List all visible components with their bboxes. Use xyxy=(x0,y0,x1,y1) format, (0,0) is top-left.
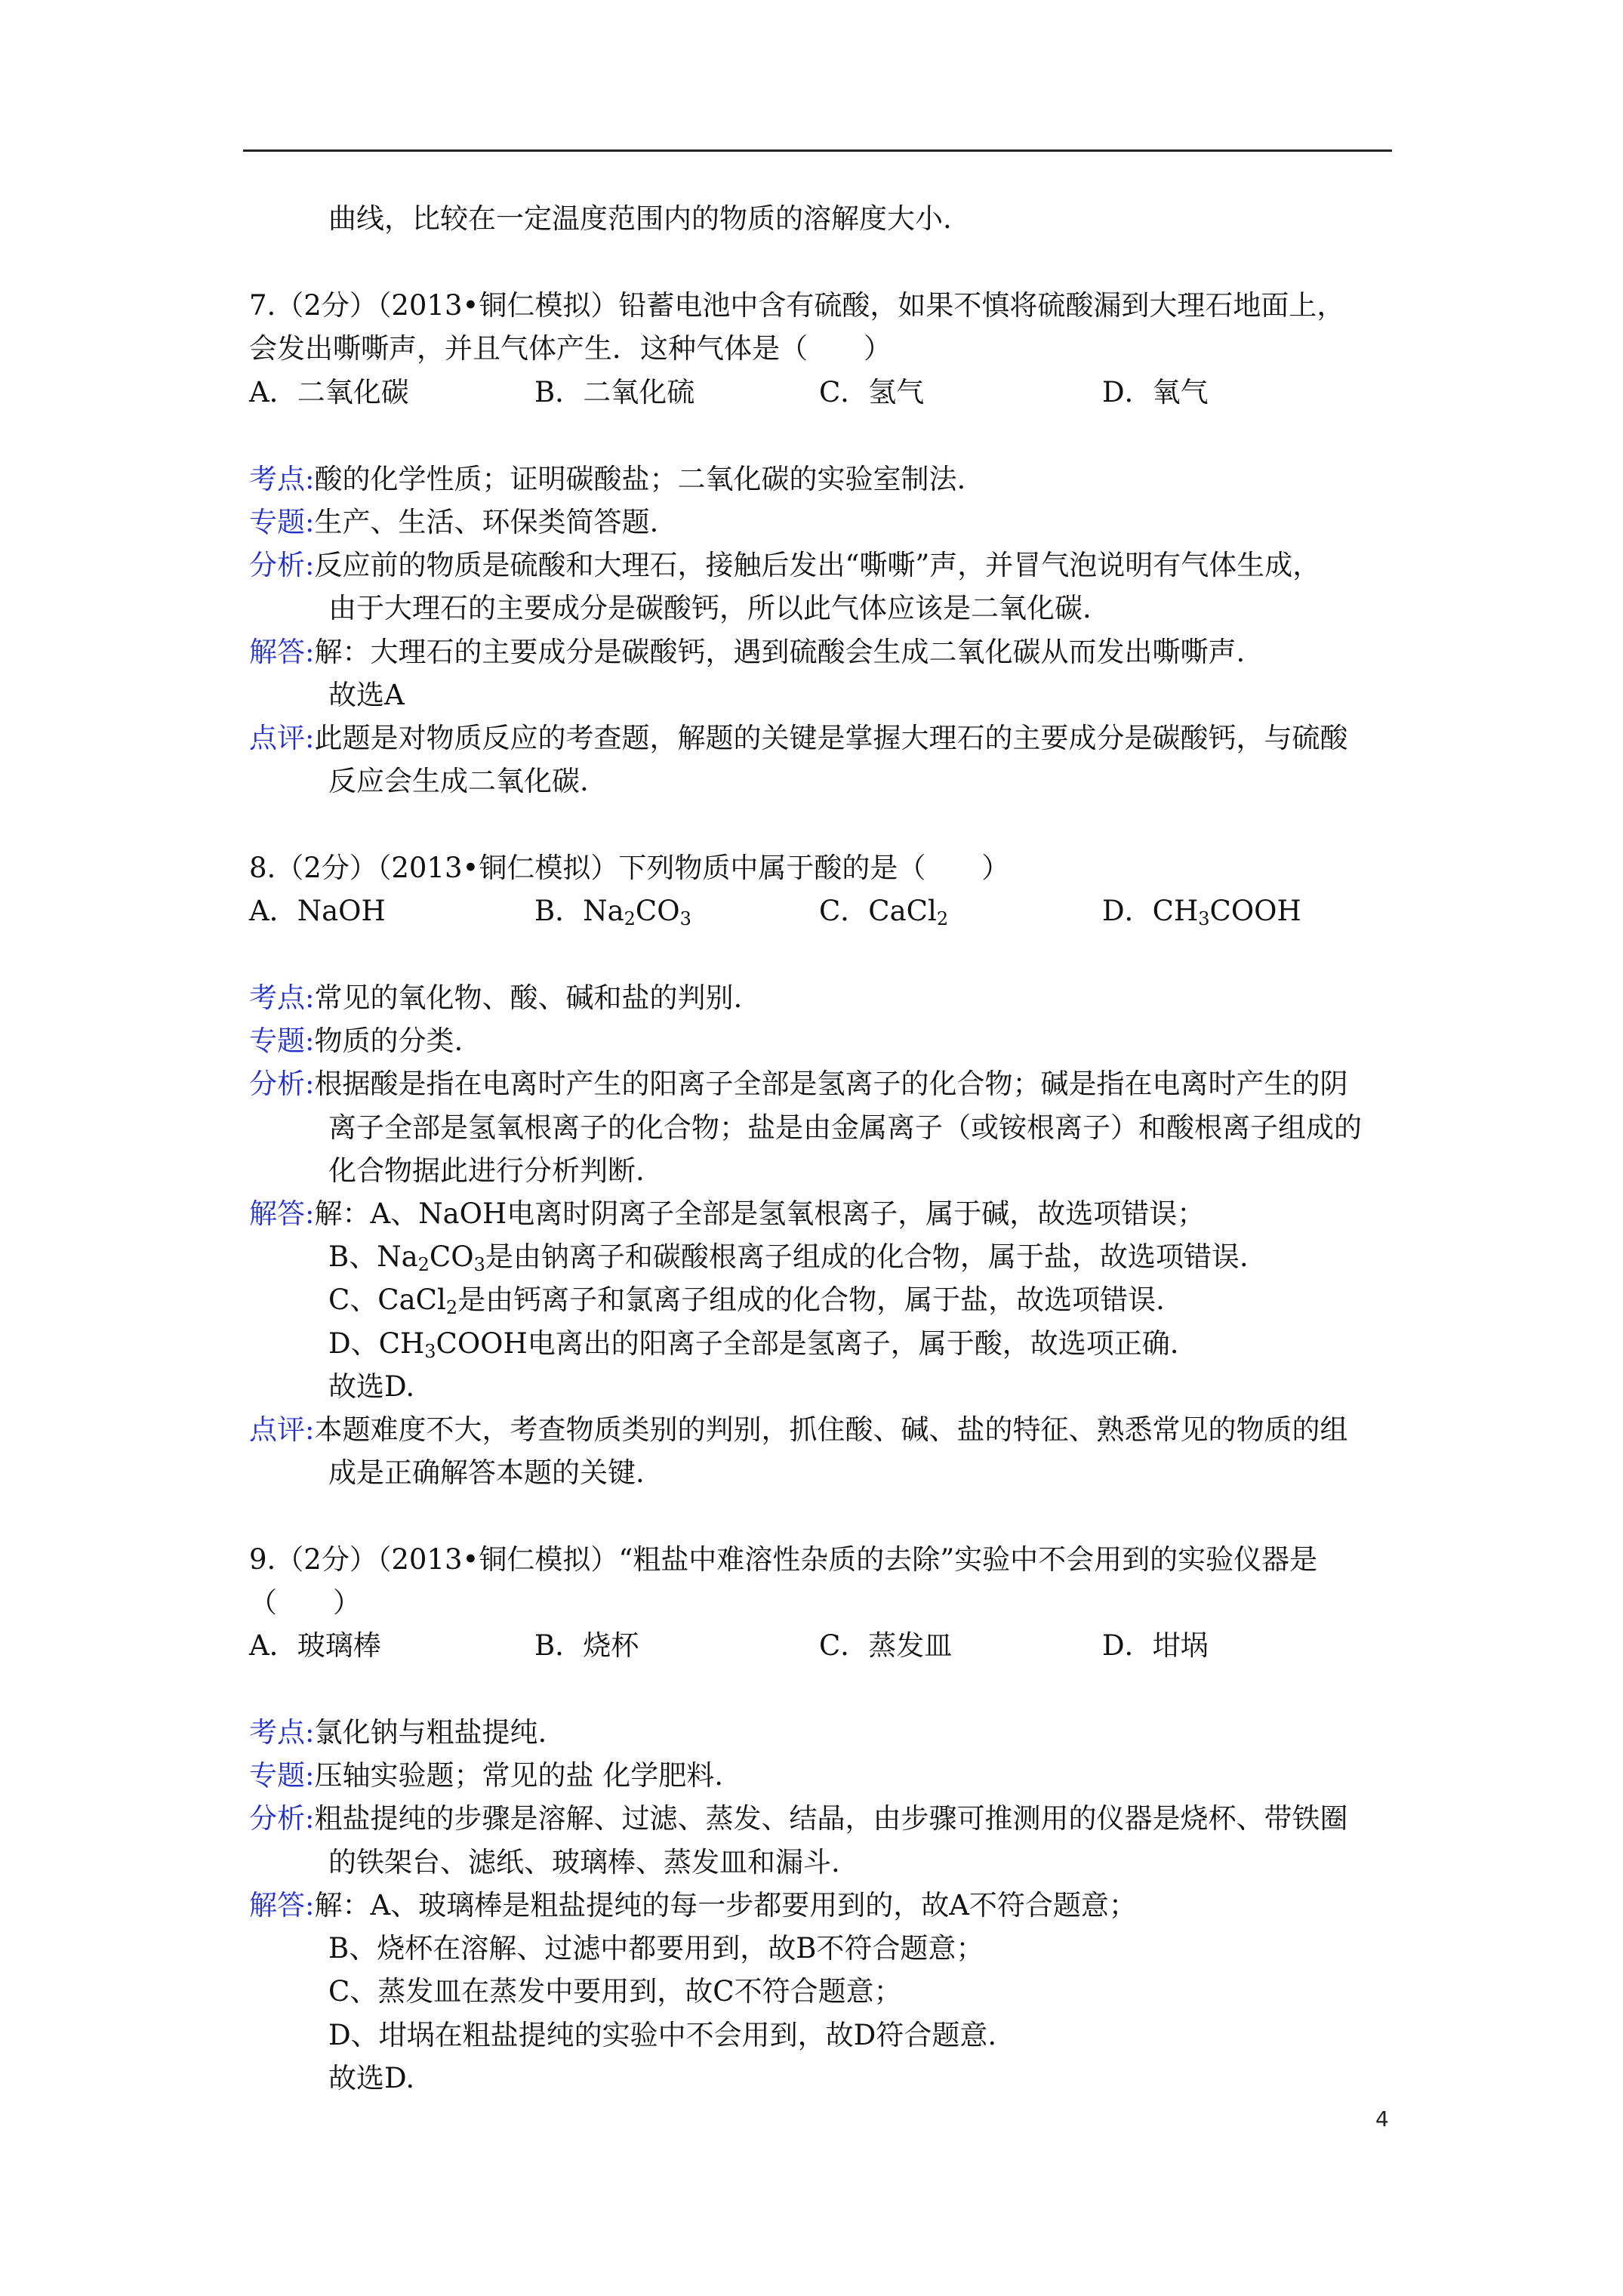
zhuanti-label: 专题: xyxy=(249,506,315,538)
q8-option-a: A．NaOH xyxy=(249,895,386,927)
q8-jieda: 解答:解：A、NaOH电离时阴离子全部是氢氧根离子，属于碱，故选项错误； xyxy=(249,1197,1206,1230)
q8-dianping-line2: 成是正确解答本题的关键. xyxy=(328,1456,645,1489)
q7-stem-line2: 会发出嘶嘶声，并且气体产生．这种气体是（ ） xyxy=(249,332,892,365)
dianping-label: 点评: xyxy=(249,722,315,754)
q7-option-b: B．二氧化硫 xyxy=(534,376,695,408)
q8-dianping: 点评:本题难度不大，考查物质类别的判别，抓住酸、碱、盐的特征、熟悉常见的物质的组 xyxy=(249,1413,1348,1446)
q7-option-c: C．氢气 xyxy=(819,376,925,408)
q9-jieda-line5: 故选D. xyxy=(328,2062,415,2094)
q9-jieda-line2: B、烧杯在溶解、过滤中都要用到，故B不符合题意； xyxy=(328,1932,984,1965)
q9-jieda-line4: D、坩埚在粗盐提纯的实验中不会用到，故D符合题意. xyxy=(328,2019,997,2051)
q7-dianping: 点评:此题是对物质反应的考查题，解题的关键是掌握大理石的主要成分是碳酸钙，与硫酸 xyxy=(249,722,1348,754)
kaodian-label: 考点: xyxy=(249,463,315,495)
q8-fenxi-line3: 化合物据此进行分析判断. xyxy=(328,1154,645,1187)
q9-option-b: B．烧杯 xyxy=(534,1629,639,1662)
q9-fenxi-line2: 的铁架台、滤纸、玻璃棒、蒸发皿和漏斗. xyxy=(328,1846,840,1878)
q9-option-d: D．坩埚 xyxy=(1102,1629,1209,1662)
q8-stem: 8.（2分）（2013•铜仁模拟）下列物质中属于酸的是（ ） xyxy=(249,852,1010,884)
q8-jieda-line3: C、CaCl$_2$是由钙离子和氯离子组成的化合物，属于盐，故选项错误. xyxy=(328,1284,1165,1318)
q9-jieda-line3: C、蒸发皿在蒸发中要用到，故C不符合题意； xyxy=(328,1975,902,2008)
q7-option-a: A．二氧化碳 xyxy=(249,376,409,408)
q8-option-b: B．$Na_2CO_3$ xyxy=(534,895,691,929)
q7-fenxi: 分析:反应前的物质是硫酸和大理石，接触后发出“嘶嘶”声，并冒气泡说明有气体生成， xyxy=(249,549,1321,581)
q8-fenxi-line2: 离子全部是氢氧根离子的化合物；盐是由金属离子（或铵根离子）和酸根离子组成的 xyxy=(328,1111,1362,1144)
q7-zhuanti: 专题:生产、生活、环保类简答题. xyxy=(249,506,659,538)
q9-option-a: A．玻璃棒 xyxy=(249,1629,381,1662)
q8-kaodian: 考点:常见的氧化物、酸、碱和盐的判别. xyxy=(249,982,743,1014)
q8-jieda-line2: B、$Na_2CO_3$是由钠离子和碳酸根离子组成的化合物，属于盐，故选项错误. xyxy=(328,1240,1249,1275)
q8-fenxi: 分析:根据酸是指在电离时产生的阳离子全部是氢离子的化合物；碱是指在电离时产生的阴 xyxy=(249,1068,1348,1100)
q9-stem-line1: 9.（2分）（2013•铜仁模拟）“粗盐中难溶性杂质的去除”实验中不会用到的实验仪器是 xyxy=(249,1543,1318,1576)
q9-option-c: C．蒸发皿 xyxy=(819,1629,953,1662)
q9-stem-line2: （ ） xyxy=(249,1586,361,1619)
q8-option-d: D．$CH_3COOH$ xyxy=(1102,895,1301,929)
q9-jieda: 解答:解：A、玻璃棒是粗盐提纯的每一步都要用到的，故A不符合题意； xyxy=(249,1889,1137,1922)
q7-fenxi-line2: 由于大理石的主要成分是碳酸钙，所以此气体应该是二氧化碳. xyxy=(328,592,1092,624)
q9-kaodian: 考点:氯化钠与粗盐提纯. xyxy=(249,1716,547,1749)
q9-zhuanti: 专题:压轴实验题；常见的盐 化学肥料. xyxy=(249,1759,723,1792)
q7-kaodian: 考点:酸的化学性质；证明碳酸盐；二氧化碳的实验室制法. xyxy=(249,463,966,495)
page-number: 4 xyxy=(1375,2106,1389,2131)
q8-zhuanti: 专题:物质的分类. xyxy=(249,1025,463,1057)
q7-dianping-line2: 反应会生成二氧化碳. xyxy=(328,765,589,797)
fenxi-label: 分析: xyxy=(249,549,315,581)
q8-jieda-line4: D、$CH_3COOH$电离出的阳离子全部是氢离子，属于酸，故选项正确. xyxy=(328,1327,1179,1362)
q7-jieda: 解答:解：大理石的主要成分是碳酸钙，遇到硫酸会生成二氧化碳从而发出嘶嘶声. xyxy=(249,636,1246,668)
q8-jieda-line5: 故选D. xyxy=(328,1370,415,1403)
jieda-label: 解答: xyxy=(249,636,315,668)
q9-fenxi: 分析:粗盐提纯的步骤是溶解、过滤、蒸发、结晶，由步骤可推测用的仪器是烧杯、带铁圈 xyxy=(249,1802,1348,1835)
q7-option-d: D．氧气 xyxy=(1102,376,1209,408)
intro-tail: 曲线，比较在一定温度范围内的物质的溶解度大小. xyxy=(328,202,952,235)
q8-option-c: C．CaCl$_2$ xyxy=(819,895,949,929)
q7-stem-line1: 7.（2分）（2013•铜仁模拟）铅蓄电池中含有硫酸，如果不慎将硫酸漏到大理石地面上， xyxy=(249,289,1345,322)
q7-jieda-line2: 故选A xyxy=(328,679,405,711)
header-rule xyxy=(243,149,1392,152)
